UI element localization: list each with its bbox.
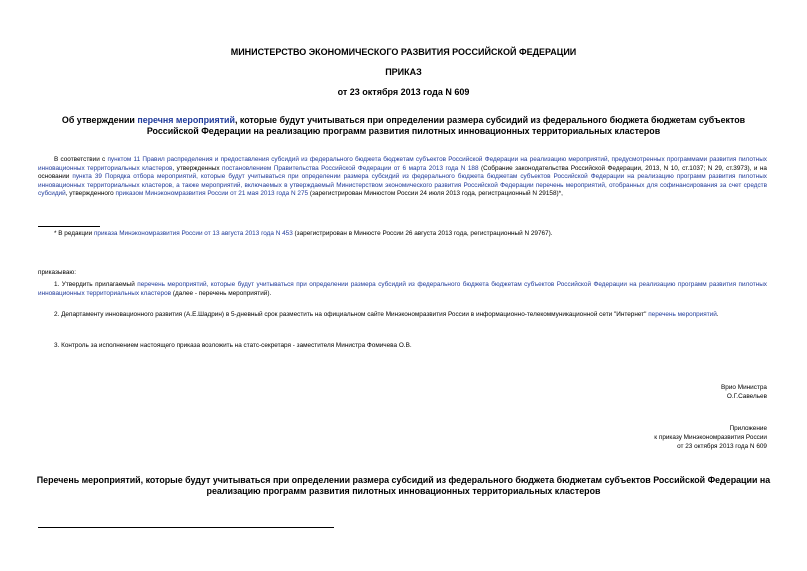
intro-text-2: , утвержденных [172, 164, 223, 172]
item1-text-1: 1. Утвердить прилагаемый [54, 281, 138, 288]
signature-name: О.Г.Савельев [726, 393, 767, 401]
intro-text-5: (зарегистрирован Минюстом России 24 июля 2013 года, регистрационный N 29158)*, [308, 190, 563, 198]
rules-point-11-link[interactable]: пунктом 11 Правил распределения и предоставления субсидий из федерального бюджета бюджетам субъектов Российской Федерации на реализацию мероприятий, предусмотренных программами развития пилотных инновационных территориальных кластеров [38, 156, 767, 172]
doc-type-heading: ПРИКАЗ [385, 67, 422, 77]
order-item-3: 3. Контроль за исполнением настоящего приказа возложить на статс-секретаря - заместителя Министра Фомичева О.В. [54, 342, 412, 349]
appendix-block [467, 424, 767, 452]
document-title [40, 115, 767, 137]
signature-position: Врио Министра [721, 384, 767, 391]
item2-text-1: 2. Департаменту инновационного развития (А.Е.Шадрин) в 5-дневный срок разместить на официальном сайте Минэкономразвития России в информационно-телекоммуникационной сети "Интернет" [54, 311, 649, 318]
item1-list-link[interactable]: перечень мероприятий, которые будут учитываться при определении размера субсидий из федерального бюджета бюджетам субъектов Российской Федерации на реализацию программ развития пилотных инновационных территориальных кластеров [38, 281, 767, 297]
item2-text-2: . [716, 311, 719, 318]
title-list-link[interactable]: перечня мероприятий [137, 115, 235, 125]
order-item-1 [38, 281, 767, 298]
footnote-separator [38, 226, 100, 227]
appendix-label: Приложение [729, 425, 767, 432]
intro-text-4: , утвержденного [65, 190, 116, 198]
title-rest: , которые будут учитываться при определении размера субсидий из федерального бюджета бюджетам субъектов Российской Федерации на реализацию программ развития пилотных инновационных территориальных кластеров [146, 115, 746, 136]
order-453-link[interactable]: приказа Минэкономразвития России от 13 августа 2013 года N 453 [93, 230, 293, 237]
appendix-to-order: к приказу Минэкономразвития России [654, 434, 767, 442]
intro-text-1: В соответствии с [54, 156, 108, 163]
order-item-2 [38, 311, 767, 320]
item1-text-2: (далее - перечень мероприятий). [171, 289, 272, 297]
ministry-heading: МИНИСТЕРСТВО ЭКОНОМИЧЕСКОГО РАЗВИТИЯ РОССИЙСКОЙ ФЕДЕРАЦИИ [230, 47, 577, 57]
order-275-link[interactable]: приказом Минэкономразвития России от 21 мая 2013 года N 275 [115, 190, 309, 198]
signature-block [467, 383, 767, 401]
item2-list-link[interactable]: перечень мероприятий [648, 311, 717, 318]
appendix-date: от 23 октября 2013 года N 609 [677, 443, 767, 451]
title-prefix: Об утверждении [61, 115, 138, 125]
footnote [54, 230, 767, 239]
bottom-rule [38, 527, 334, 528]
doc-date-number: от 23 октября 2013 года N 609 [337, 87, 470, 97]
footnote-text-1: * В редакции [54, 230, 94, 237]
procedure-point-39-link[interactable]: пункта 39 Порядка отбора мероприятий, которые будут учитываться при определении размера субсидий из федерального бюджета бюджетам субъектов Российской Федерации на реализацию программ развития пилотных инновационных территориальных кластеров, а также мероприятий, включаемых в утверждаемый Министерством экономического развития Российской Федерации перечень мероприятий, отобранных для софинансирования за счет средств субсидий [38, 173, 767, 198]
government-decree-188-link[interactable]: постановлением Правительства Российской Федерации от 6 марта 2013 года N 188 [222, 164, 479, 172]
footnote-text-2: (зарегистрирован в Минюсте России 26 августа 2013 года, регистрационный N 29767). [292, 230, 553, 237]
intro-paragraph [38, 156, 767, 199]
intro-text-3: (Собрание законодательства Российской Федерации, 2013, N 10, ст.1037; N 29, ст.3973), и на основании [38, 164, 767, 181]
order-word: приказываю: [38, 269, 76, 276]
list-title: Перечень мероприятий, которые будут учитываться при определении размера субсидий из федерального бюджета бюджетам субъектов Российской Федерации на реализацию программ развития пилотных инновационных территориальных кластеров [36, 475, 771, 496]
